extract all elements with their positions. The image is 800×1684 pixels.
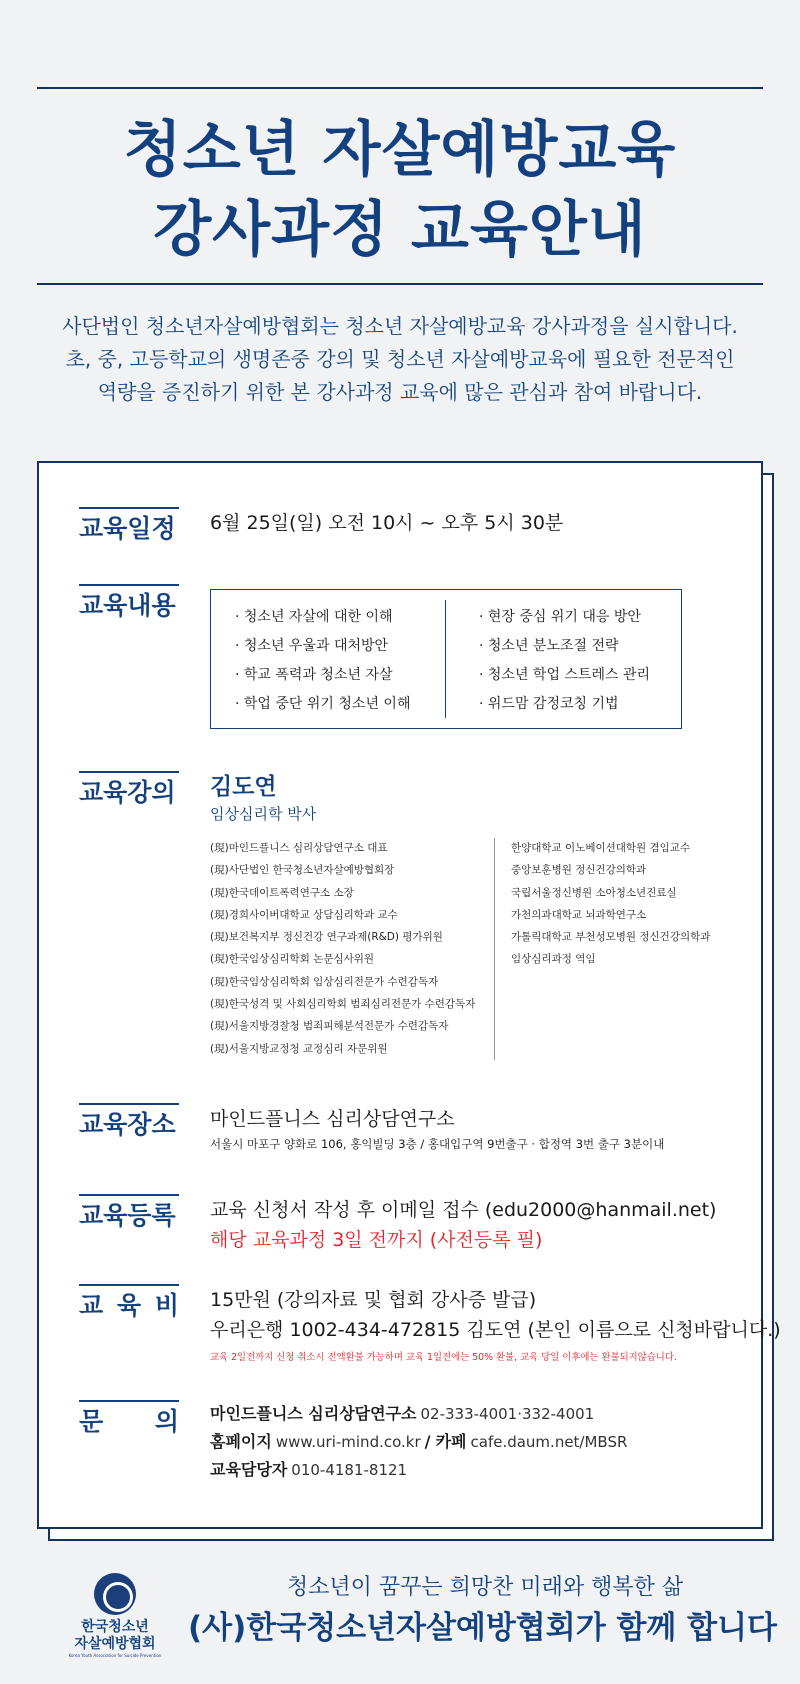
bottom-rule (37, 283, 763, 285)
credential-item: (現)한국임상심리학회 임상심리전문가 수련감독자 (210, 975, 439, 988)
inquiry-label-char: 의 (154, 1407, 179, 1436)
homepage-link[interactable]: www.uri-mind.co.kr (275, 1433, 421, 1451)
credential-item: (現)서울지방교정청 교정심리 자문위원 (210, 1042, 388, 1055)
credential-item: (現)사단법인 한국청소년자살예방협회장 (210, 864, 395, 877)
intro-line: 사단법인 청소년자살예방협회는 청소년 자살예방교육 강사과정을 실시합니다. (62, 314, 738, 338)
credentials-right (511, 837, 710, 971)
topic-item: · 청소년 학업 스트레스 관리 (479, 667, 651, 683)
inquiry-label (79, 1400, 179, 1438)
topic-item: · 청소년 분노조절 전략 (479, 638, 619, 654)
credentials-left (210, 837, 475, 1060)
lecturer-degree: 임상심리학 박사 (210, 805, 317, 823)
credentials-divider (494, 838, 495, 1060)
info-card (37, 461, 781, 1529)
page-title-line1: 청소년 자살예방교육 (123, 115, 677, 185)
fee-label-char: 교 (79, 1291, 104, 1320)
topic-item: · 현장 중심 위기 대응 방안 (479, 609, 641, 625)
topics-right-column (479, 603, 650, 719)
logo-text-line2: 자살예방협회 (74, 1636, 156, 1652)
inquiry-web-line (210, 1428, 631, 1456)
location-address: 서울시 마포구 양화로 106, 홍익빌딩 3층 / 홍대입구역 9번출구 · 합정역 3번 출구 3분이내 (210, 1137, 665, 1151)
inquiry-label-char: 문 (79, 1407, 104, 1436)
topic-item: · 청소년 자살에 대한 이해 (235, 609, 393, 625)
fee-content (210, 1285, 781, 1367)
location-content (210, 1104, 664, 1154)
cafe-label: 카페 (435, 1432, 467, 1451)
topics-divider (445, 600, 446, 718)
inquiry-org: 마인드플니스 심리상담연구소 (210, 1404, 417, 1423)
footer-tagline: (사)한국청소년자살예방협회가 함께 합니다 (188, 1610, 777, 1646)
credential-item: (現)보건복지부 정신건강 연구과제(R&D) 평가위원 (210, 931, 443, 944)
credential-item: (現)경희사이버대학교 상담심리학과 교수 (210, 908, 398, 921)
inquiry-org-line (210, 1400, 631, 1428)
credential-item: 중앙보훈병원 정신건강의학과 (511, 864, 647, 877)
fee-label-char: 비 (154, 1291, 179, 1320)
topic-item: · 청소년 우울과 대처방안 (235, 638, 389, 654)
intro-line: 초, 중, 고등학교의 생명존중 강의 및 청소년 자살예방교육에 필요한 전문적인 (65, 347, 735, 371)
registration-label: 교육등록 (79, 1194, 179, 1232)
credential-item: 임상심리과정 역임 (511, 953, 596, 966)
manager-label: 교육담당자 (210, 1460, 288, 1479)
lecturer-header (210, 772, 316, 826)
lecturer-name: 김도연 (210, 774, 277, 800)
credential-item: 가톨릭대학교 부천성모병원 정신건강의학과 (511, 931, 711, 944)
lecturer-label: 교육강의 (79, 771, 179, 809)
refund-notice: 교육 2일전까지 신청 취소시 전액환불 가능하며 교육 1일전에는 50% 환불, 교육 당일 이후에는 환불되지않습니다. (210, 1352, 677, 1363)
content-label: 교육내용 (79, 584, 179, 622)
credential-item: (現)한국임상심리학회 논문심사위원 (210, 953, 375, 966)
inquiry-content (210, 1400, 631, 1484)
logo-text-english: Korea Youth Association for Suicide Prevention (68, 1653, 162, 1658)
inquiry-manager-line (210, 1456, 631, 1484)
schedule-value: 6월 25일(일) 오전 10시 ~ 오후 5시 30분 (210, 512, 564, 534)
location-name: 마인드플니스 심리상담연구소 (210, 1108, 455, 1130)
fee-bank: 우리은행 1002-434-472815 김도연 (본인 이름으로 신청바랍니다.) (210, 1319, 781, 1341)
registration-content (210, 1195, 716, 1255)
location-label: 교육장소 (79, 1103, 179, 1141)
association-logo (60, 1573, 170, 1659)
topics-left-column (235, 603, 410, 719)
credential-item: (現)마인드플니스 심리상담연구소 대표 (210, 842, 388, 854)
top-rule (37, 87, 763, 89)
credential-item: 국립서울정신병원 소아청소년진료실 (511, 886, 677, 899)
topics-box (210, 589, 682, 729)
credential-item: (現)서울지방경찰청 범죄피해분석전문가 수련감독자 (210, 1020, 449, 1033)
logo-text-line1: 한국청소년 (81, 1619, 149, 1635)
homepage-label: 홈페이지 (210, 1432, 272, 1451)
topic-item: · 위드맘 감정코칭 기법 (479, 696, 619, 712)
logo-emblem-icon (94, 1573, 136, 1615)
fee-amount: 15만원 (강의자료 및 협회 강사증 발급) (210, 1289, 537, 1311)
fee-label (79, 1284, 179, 1322)
credential-item: 한양대학교 이노베이션대학원 겸임교수 (511, 842, 691, 854)
manager-phone: 010-4181-8121 (291, 1461, 408, 1479)
cafe-link[interactable]: cafe.daum.net/MBSR (470, 1433, 628, 1451)
topic-item: · 학업 중단 위기 청소년 이해 (235, 696, 411, 712)
schedule-label: 교육일정 (79, 507, 179, 545)
credential-item: 가천의과대학교 뇌과학연구소 (511, 908, 647, 921)
fee-label-char: 육 (116, 1291, 142, 1320)
footer-slogan: 청소년이 꿈꾸는 희망찬 미래와 행복한 삶 (286, 1575, 684, 1600)
intro-line: 역량을 증진하기 위한 본 강사과정 교육에 많은 관심과 참여 바랍니다. (97, 380, 703, 404)
intro-text (0, 310, 800, 409)
registration-deadline: 해당 교육과정 3일 전까지 (사전등록 필) (210, 1229, 543, 1251)
inquiry-org-phone: 02-333-4001·332-4001 (420, 1405, 595, 1423)
page-title-line2: 강사과정 교육안내 (153, 195, 647, 265)
link-separator: / (424, 1432, 431, 1451)
topic-item: · 학교 폭력과 청소년 자살 (235, 667, 393, 683)
credential-item: (現)한국데이트폭력연구소 소장 (210, 886, 354, 899)
credential-item: (現)한국성격 및 사회심리학회 범죄심리전문가 수련감독자 (210, 998, 476, 1011)
registration-email: 교육 신청서 작성 후 이메일 접수 (edu2000@hanmail.net) (210, 1199, 717, 1221)
